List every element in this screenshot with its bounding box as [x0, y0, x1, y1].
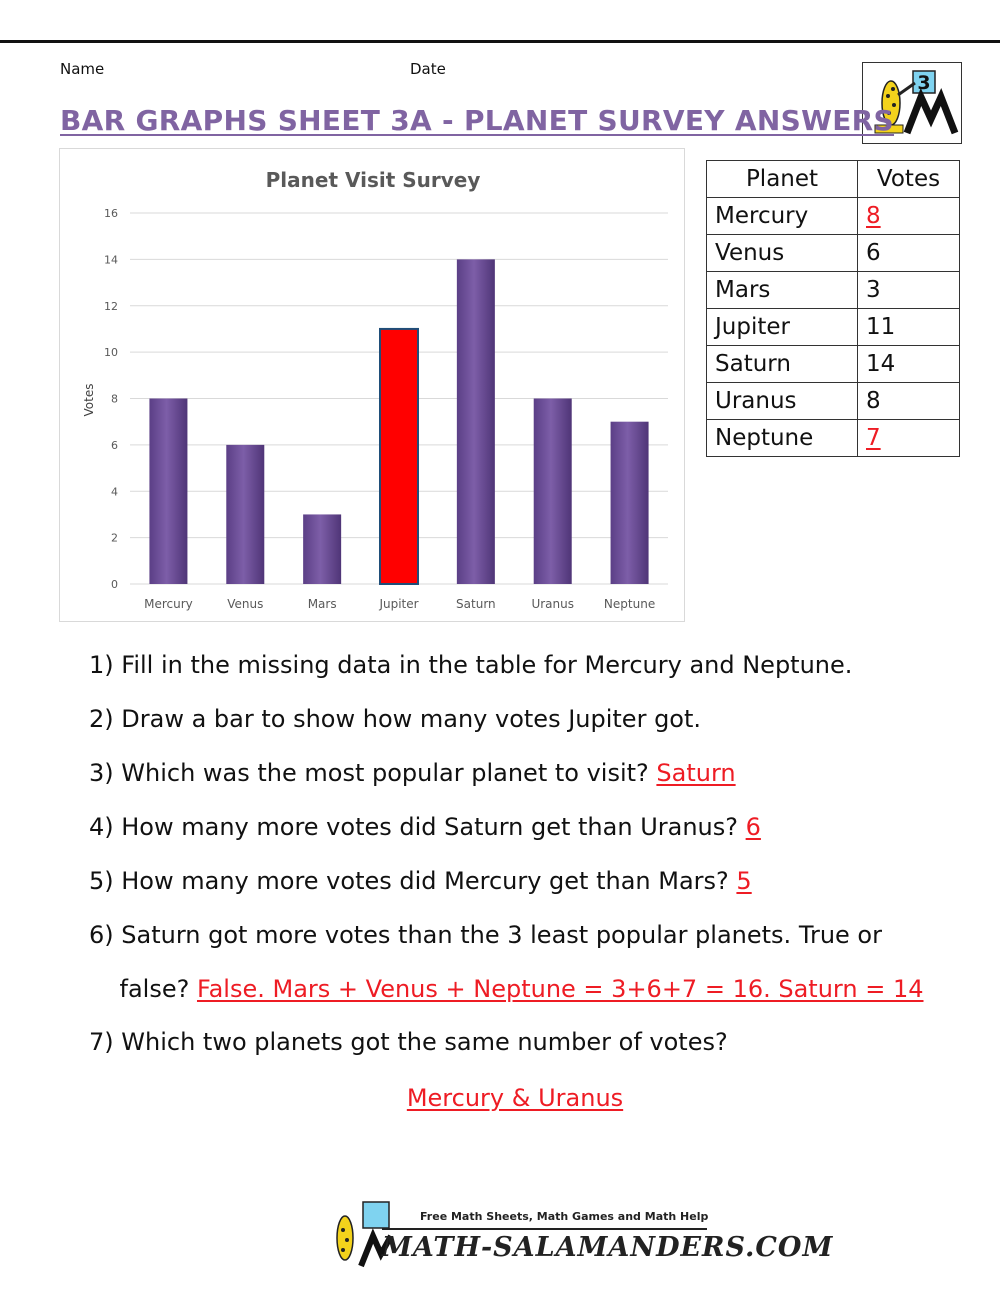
table-row: [707, 235, 960, 272]
question-6: [89, 921, 882, 949]
bar-saturn: [457, 259, 495, 584]
question-8: [89, 1028, 728, 1056]
question-answer: 5: [736, 867, 752, 895]
bar-mercury: [149, 399, 187, 585]
y-tick-label: 8: [111, 392, 118, 406]
chart-title: Planet Visit Survey: [265, 168, 481, 192]
votes-answer: 8: [866, 203, 881, 229]
planet-cell: Uranus: [707, 383, 858, 420]
table-row: [707, 346, 960, 383]
table-row: [707, 272, 960, 309]
question-text: false?: [89, 975, 197, 1003]
question-4: [89, 813, 761, 841]
y-tick-label: 6: [111, 438, 118, 452]
y-tick-label: 0: [111, 578, 118, 591]
planet-cell: Jupiter: [707, 309, 858, 346]
x-tick-label: Neptune: [603, 597, 656, 611]
bar-mars: [303, 514, 341, 584]
votes-cell: [858, 198, 960, 235]
question-text: 4) How many more votes did Saturn get than Uranus?: [89, 813, 746, 841]
bar-neptune: [611, 422, 649, 584]
question-text: 7) Which two planets got the same number of votes?: [89, 1028, 728, 1056]
footer-site-link[interactable]: MATH-SALAMANDERS.COM: [382, 1232, 834, 1263]
planet-cell: Saturn: [707, 346, 858, 383]
header-planet: Planet: [707, 161, 858, 198]
votes-cell: [858, 383, 960, 420]
planet-cell: Neptune: [707, 420, 858, 457]
question-text: 2) Draw a bar to show how many votes Jupiter got.: [89, 705, 702, 733]
table-row: [707, 198, 960, 235]
x-tick-label: Jupiter: [379, 597, 419, 611]
question-7: [89, 975, 924, 1003]
page-title: BAR GRAPHS SHEET 3A - PLANET SURVEY ANSWERS: [60, 104, 895, 137]
votes-value: 11: [866, 314, 896, 340]
table-row: [707, 420, 960, 457]
y-axis-label: Votes: [82, 383, 96, 417]
header-votes: Votes: [858, 161, 960, 198]
question-text: 1) Fill in the missing data in the table for Mercury and Neptune.: [89, 651, 853, 679]
chart-canvas: [60, 149, 686, 623]
planet-cell: Mars: [707, 272, 858, 309]
question-answer: False. Mars + Venus + Neptune = 3+6+7 = 16. Saturn = 14: [196, 975, 924, 1003]
x-tick-label: Venus: [227, 597, 264, 611]
y-tick-label: 2: [111, 531, 118, 545]
x-tick-label: Saturn: [456, 597, 496, 611]
planet-cell: Mercury: [707, 198, 858, 235]
question-text: 5) How many more votes did Mercury get than Mars?: [89, 867, 737, 895]
bar-answer-jupiter: [380, 329, 418, 584]
question-text: 3) Which was the most popular planet to visit?: [89, 759, 657, 787]
top-rule: [0, 40, 1000, 43]
votes-cell: [858, 235, 960, 272]
question-answer: 6: [745, 813, 761, 841]
y-tick-label: 14: [104, 253, 118, 267]
y-tick-label: 10: [104, 346, 118, 360]
question-text: 6) Saturn got more votes than the 3 least popular planets. True or: [89, 921, 882, 949]
question-2: [89, 705, 701, 733]
grade-badge: 3: [917, 72, 931, 94]
votes-answer: 7: [866, 425, 881, 451]
planet-cell: Venus: [707, 235, 858, 272]
votes-cell: [858, 346, 960, 383]
date-label: Date: [410, 60, 446, 78]
footer-rule: [382, 1228, 707, 1230]
votes-cell: [858, 272, 960, 309]
y-tick-label: 16: [104, 207, 118, 220]
bar-uranus: [534, 399, 572, 585]
x-tick-label: Mars: [307, 597, 337, 611]
footer-tagline: Free Math Sheets, Math Games and Math Help: [420, 1210, 709, 1223]
y-tick-label: 4: [111, 485, 118, 499]
name-label: Name: [60, 60, 105, 78]
votes-table: [706, 160, 960, 457]
votes-cell: [858, 420, 960, 457]
final-answer: Mercury & Uranus: [406, 1084, 624, 1112]
x-tick-label: Uranus: [531, 597, 574, 611]
votes-value: 3: [866, 277, 881, 303]
question-1: [89, 651, 852, 679]
question-3: [89, 759, 736, 787]
votes-value: 6: [866, 240, 881, 266]
bar-chart: [59, 148, 685, 622]
table-header-row: [707, 161, 960, 198]
y-tick-label: 12: [104, 299, 118, 313]
votes-value: 8: [866, 388, 881, 414]
table-row: [707, 383, 960, 420]
x-tick-label: Mercury: [144, 597, 193, 611]
question-answer: Saturn: [656, 759, 736, 787]
table-row: [707, 309, 960, 346]
bar-venus: [226, 445, 264, 584]
votes-cell: [858, 309, 960, 346]
question-5: [89, 867, 752, 895]
votes-value: 14: [866, 351, 896, 377]
